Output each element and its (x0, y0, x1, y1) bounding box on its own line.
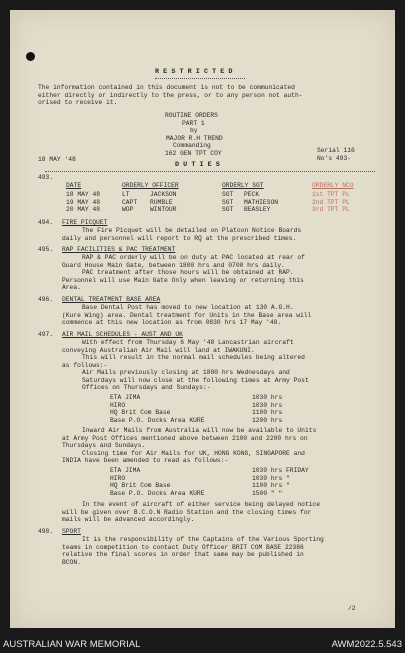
heading-unit: 162 GEN TPT COY (165, 149, 222, 157)
document-page (10, 10, 395, 628)
order-line: In the event of aircraft of either service being delayed notice (82, 501, 321, 508)
order-line: Thursdays and Sundays. (62, 442, 146, 449)
closing-time: 1500 " " (252, 489, 283, 497)
order-line: Saturdays will now close at the following times at Army Post (82, 376, 309, 384)
order-line: daily and personnel will report to RQ at the prescribed times. (62, 234, 297, 242)
closing-time: 1030 hrs (252, 401, 283, 409)
order-line: Offices on Thursdays and Sundays:- (82, 384, 211, 391)
order-number: 497. (38, 331, 54, 338)
order-number: 494. (38, 219, 54, 226)
heading-routine-orders: ROUTINE ORDERS (165, 112, 218, 119)
order-number: 495. (38, 246, 54, 253)
post-office: ETA JIMA (110, 467, 141, 474)
closing-time: 1100 hrs " (252, 482, 290, 489)
duty-date: 19 MAY 48 (66, 198, 101, 206)
order-line: Air Mails previously closing at 1800 hrs Wednesdays and (82, 369, 290, 376)
duties-number: 493. (38, 174, 54, 181)
duties-header-officer: ORDERLY OFFICER (122, 182, 179, 189)
document-date: 18 MAY '48 (38, 156, 76, 163)
officer-name: RUMBLE (150, 198, 173, 206)
sgt-name: BEASLEY (244, 206, 271, 213)
post-office: HQ Brit Com Base (110, 409, 171, 416)
order-number: 496. (38, 296, 54, 303)
order-line: Inward Air Mails from Australia will now be available to Units (82, 427, 317, 434)
page-continuation-mark: /2 (348, 605, 356, 612)
archive-footer (0, 637, 405, 653)
sgt-rank: SGT (222, 191, 234, 198)
punch-hole (26, 52, 35, 61)
order-line: as follows:- (62, 361, 108, 369)
order-line: teams in competition to contact Duty Officer BRIT COM BASE 22386 (62, 543, 304, 551)
officer-name: JACKSON (150, 191, 177, 198)
order-title: AIR MAIL SCHEDULES - AUST AND UK (62, 331, 183, 338)
duties-title: D U T I E S (175, 161, 220, 169)
sgt-name: PECK (244, 191, 260, 198)
archive-name: AUSTRALIAN WAR MEMORIAL (3, 639, 141, 650)
archive-reference: AWM2022.5.543 (331, 639, 402, 650)
post-office: Base P.O. Docks Area KURE (110, 416, 205, 424)
nco-platoon: 2nd TPT PL (312, 198, 350, 206)
post-office: HIRO (110, 474, 126, 482)
nco-platoon: 3rd TPT PL (312, 206, 350, 213)
duties-rule (45, 171, 375, 172)
order-line: (Kure Wing) area. Dental treatment for Units in the Base area will (62, 311, 312, 319)
order-line: Base Dental Post has moved to new location at 130 A.G.H. (82, 304, 294, 311)
order-title: FIRE PICQUET (62, 219, 108, 226)
order-line: relative the final scores in order that same may be published in (62, 551, 304, 558)
post-office: HQ Brit Com Base (110, 482, 171, 489)
duties-header-date: DATE (66, 182, 82, 189)
heading-commanding: Commanding (173, 142, 211, 149)
closing-time: 1030 hrs " (252, 474, 290, 482)
closing-time: 1100 hrs (252, 409, 283, 416)
sgt-name: MATHIESON (244, 198, 279, 206)
order-line: The Fire Picquet will be detailed on Platoon Notice Boards (82, 227, 302, 234)
officer-rank: WOP (122, 206, 134, 213)
classification-underline (155, 78, 245, 79)
order-line: It is the responsibility of the Captains of the Various Sporting (82, 536, 324, 543)
heading-part: PART 1 (182, 119, 205, 127)
order-line: PAC treatment after those hours will be obtained at RAP. (82, 269, 294, 276)
closing-time: 1030 hrs FRIDAY (252, 467, 309, 474)
order-line: conveying Australian Air Mail will land at IWAKUNI. (62, 346, 255, 354)
order-line: This will result in the normal mail schedules being altered (82, 354, 305, 361)
closing-time: 1030 hrs (252, 394, 283, 401)
duty-date: 20 MAY 48 (66, 206, 101, 213)
order-line: BCON. (62, 558, 81, 566)
order-line: Closing time for Air Mails for UK, HONG KONG, SINGAPORE and (82, 449, 305, 457)
order-numbers: No's 493- (317, 155, 352, 162)
nco-platoon: 1st TPT PL (312, 191, 350, 198)
order-number: 498. (38, 528, 54, 535)
notice-line-3: orised to receive it. (38, 99, 118, 106)
heading-by: by (190, 127, 198, 134)
order-title: SPORT (62, 528, 81, 535)
order-line: commence at this new location as from 0830 hrs 17 May '48. (62, 319, 282, 326)
order-line: Personnel will use Main Gate Only when leaving or returning this (62, 276, 304, 284)
heading-major: MAJOR R.H TREND (166, 134, 223, 142)
officer-rank: LT (122, 191, 130, 198)
notice-line-1: The information contained in this document is not to be communicated (38, 84, 295, 91)
order-line: at Army Post Offices mentioned above between 2100 and 2200 hrs on (62, 434, 308, 442)
order-line: With effect from Thursday 6 May '48 Lancastrian aircraft (82, 339, 294, 346)
sgt-rank: SGT (222, 198, 234, 206)
order-line: RAP & PAC orderly will be on duty at PAC located at rear of (82, 254, 305, 261)
serial-number: Serial 116 (317, 147, 355, 154)
sgt-rank: SGT (222, 206, 234, 213)
order-title: DENTAL TREATMENT BASE AREA (62, 296, 161, 303)
duties-header-sgt: ORDERLY SGT (222, 182, 264, 189)
notice-line-2: either directly or indirectly to the press, or to any person not auth- (38, 91, 303, 99)
order-line: Area. (62, 284, 81, 291)
order-line: mails will be advanced accordingly. (62, 516, 195, 523)
order-line: will be given over B.C.O.N Radio Station and the closing times for (62, 508, 312, 516)
post-office: HIRO (110, 401, 126, 409)
order-title: RAP FACILITIES & PAC TREATMENT (62, 246, 176, 253)
closing-time: 1200 hrs (252, 416, 283, 424)
order-line: INDIA have been amended to read as follows:- (62, 457, 229, 464)
order-line: Guard House Main Gate, between 1800 hrs and 0700 hrs daily. (62, 261, 285, 269)
duties-header-nco: ORDERLY NCO (312, 182, 354, 189)
classification-heading: R E S T R I C T E D (155, 68, 233, 76)
officer-name: WINTOUR (150, 206, 177, 213)
duty-date: 18 MAY 48 (66, 191, 101, 198)
post-office: ETA JIMA (110, 394, 141, 401)
officer-rank: CAPT (122, 198, 138, 206)
post-office: Base P.O. Docks Area KURE (110, 489, 205, 497)
